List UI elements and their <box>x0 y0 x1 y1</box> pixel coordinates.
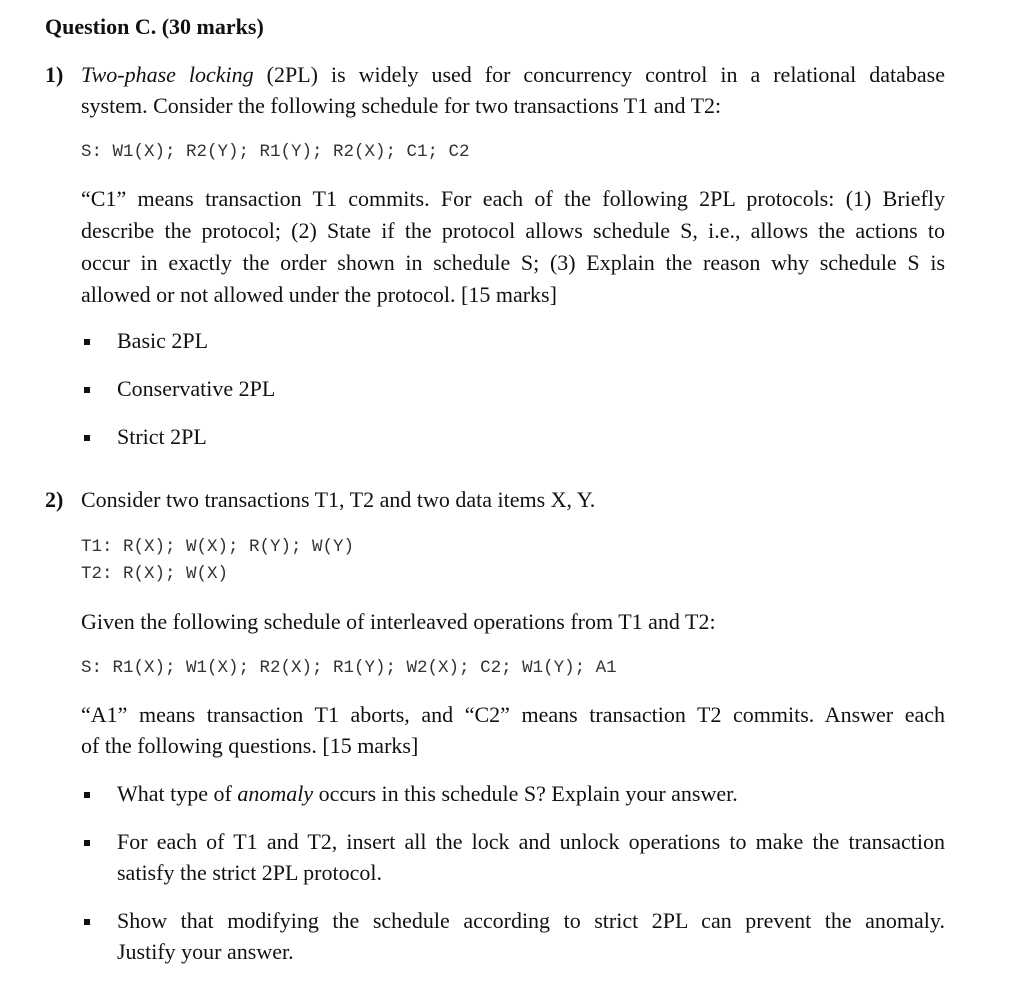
q1-desc-line: “C1” means transaction T1 commits. For each of the following 2PL protocols: (1) Briefly <box>81 186 945 211</box>
q2-bullet-prevent-line: Show that modifying the schedule according to strict 2PL can prevent the anomaly. <box>117 908 945 933</box>
q1-bullet-item: Basic 2PL <box>117 328 209 353</box>
q2-bullet-prevent-line: Justify your answer. <box>117 939 294 964</box>
q2-given: Given the following schedule of interleaved operations from T1 and T2: <box>81 609 716 634</box>
q1-intro-italic: Two-phase locking <box>81 62 254 87</box>
q2-desc-line: of the following questions. [15 marks] <box>81 733 419 758</box>
q2-intro: Consider two transactions T1, T2 and two data items X, Y. <box>81 487 596 512</box>
q1-schedule: S: W1(X); R2(Y); R1(Y); R2(X); C1; C2 <box>81 142 470 162</box>
q2-bullet-locks-line: For each of T1 and T2, insert all the lock and unlock operations to make the transaction <box>117 829 945 854</box>
bullet-icon <box>84 339 90 345</box>
bullet-icon <box>84 919 90 925</box>
q1-intro-line2: system. Consider the following schedule for two transactions T1 and T2: <box>81 93 722 118</box>
q2-b1-pre: What type of <box>117 781 238 806</box>
q2-desc-line: “A1” means transaction T1 aborts, and “C2” means transaction T2 commits. Answer each <box>81 702 945 727</box>
q1-number: 1) <box>45 62 64 87</box>
q1-intro-line1 <box>81 62 945 88</box>
q1-desc-line: describe the protocol; (2) State if the protocol allows schedule S, i.e., allows the actions to <box>81 218 945 243</box>
bullet-icon <box>84 840 90 846</box>
q2-b1-post: occurs in this schedule S? Explain your answer. <box>313 781 738 806</box>
q2-t2-ops: T2: R(X); W(X) <box>81 564 229 584</box>
question-title: Question C. (30 marks) <box>45 14 264 39</box>
bullet-icon <box>84 435 90 441</box>
q2-b1-italic: anomaly <box>237 781 314 806</box>
q1-intro-rest: (2PL) is widely used for concurrency control in a relational database <box>253 62 946 87</box>
q2-t1-ops: T1: R(X); W(X); R(Y); W(Y) <box>81 537 355 557</box>
bullet-icon <box>84 792 90 798</box>
bullet-icon <box>84 387 90 393</box>
q1-desc-line: occur in exactly the order shown in schedule S; (3) Explain the reason why schedule S is <box>81 250 945 275</box>
q2-number: 2) <box>45 487 64 512</box>
q2-bullet-locks-line: satisfy the strict 2PL protocol. <box>117 860 382 885</box>
q1-bullet-item: Conservative 2PL <box>117 376 276 401</box>
q1-bullet-item: Strict 2PL <box>117 424 207 449</box>
q2-schedule: S: R1(X); W1(X); R2(X); R1(Y); W2(X); C2; W1(Y); A1 <box>81 658 617 678</box>
q2-bullet-anomaly <box>117 781 738 807</box>
q1-desc-line: allowed or not allowed under the protocol. [15 marks] <box>81 282 557 307</box>
